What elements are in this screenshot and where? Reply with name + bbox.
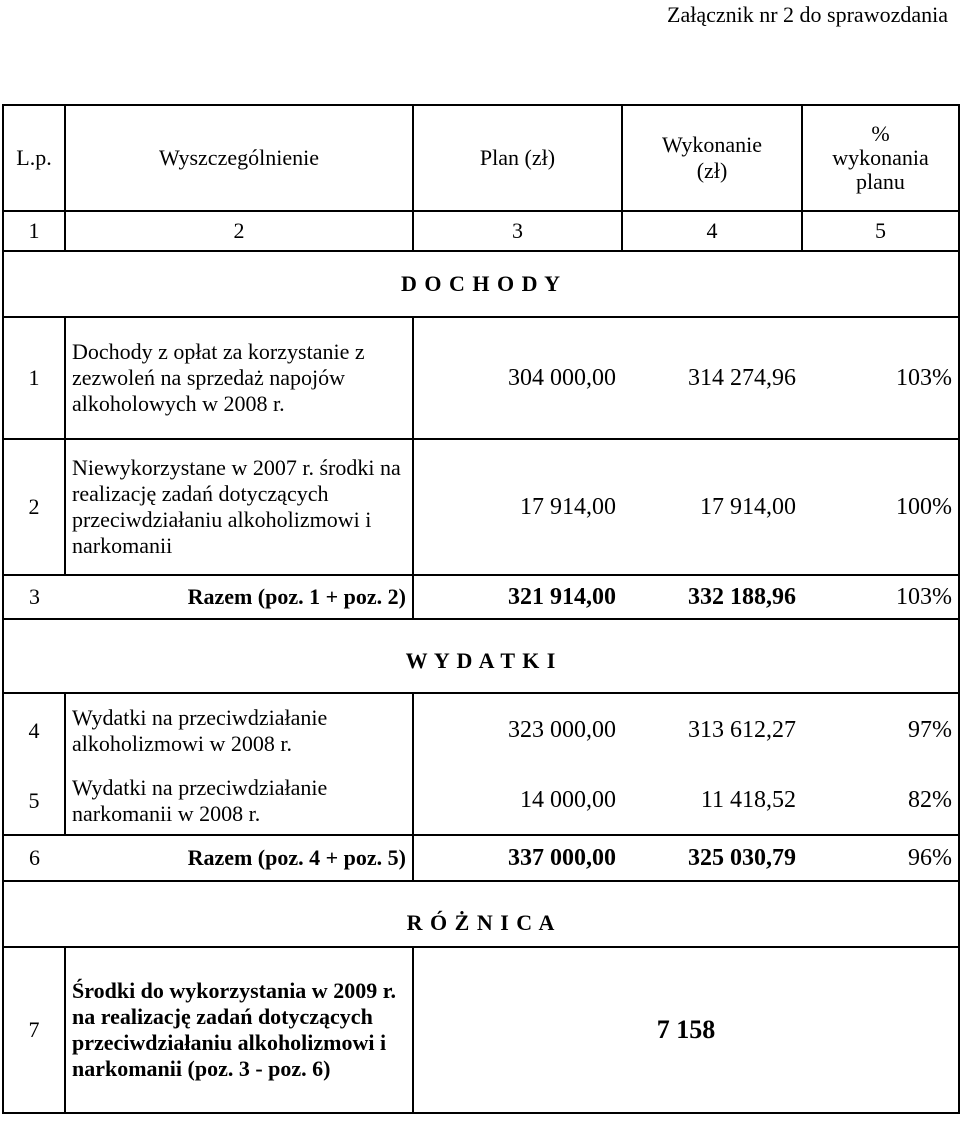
section-expenses-title: W Y D A T K I: [3, 619, 959, 693]
header-pct: [802, 105, 959, 211]
header-pct-line1: %: [871, 121, 890, 146]
section-row-expenses: [3, 619, 959, 693]
row-percent: 103%: [802, 317, 959, 439]
table-row: [3, 439, 959, 575]
row-execution: 314 274,96: [622, 317, 802, 439]
row-description: Wydatki na przeciwdziałanie alkoholizmowi w 2008 r.: [65, 693, 413, 767]
column-number-3: 3: [413, 211, 622, 251]
row-description: Dochody z opłat za korzystanie z zezwoleń na sprzedaż napojów alkoholowych w 2008 r.: [65, 317, 413, 439]
row-plan: 337 000,00: [413, 835, 622, 881]
row-lp: 6: [3, 835, 65, 881]
section-row-difference: [3, 881, 959, 947]
row-lp: 2: [3, 439, 65, 575]
column-number-1: 1: [3, 211, 65, 251]
header-exec-line2: (zł): [696, 158, 728, 183]
section-difference-title: R Ó Ż N I C A: [3, 881, 959, 947]
row-lp: 5: [3, 767, 65, 835]
row-plan: 323 000,00: [413, 693, 622, 767]
row-execution: 17 914,00: [622, 439, 802, 575]
table-row-total: [3, 835, 959, 881]
row-percent: 103%: [802, 575, 959, 619]
row-description: Razem (poz. 4 + poz. 5): [65, 835, 413, 881]
header-lp: L.p.: [3, 105, 65, 211]
row-description: Razem (poz. 1 + poz. 2): [65, 575, 413, 619]
attachment-header: Załącznik nr 2 do sprawozdania: [667, 2, 948, 27]
header-pct-line2: wykonania: [832, 145, 929, 170]
section-income-title: D O C H O D Y: [3, 251, 959, 317]
row-plan: 304 000,00: [413, 317, 622, 439]
section-row-income: [3, 251, 959, 317]
row-execution: 313 612,27: [622, 693, 802, 767]
table-row: [3, 317, 959, 439]
row-description: Wydatki na przeciwdziałanie narkomanii w 2008 r.: [65, 767, 413, 835]
row-plan: 321 914,00: [413, 575, 622, 619]
row-description: Niewykorzystane w 2007 r. środki na realizację zadań dotyczących przeciwdziałaniu alkoholizmowi i narkomanii: [65, 439, 413, 575]
row-difference-value: 7 158: [413, 947, 959, 1113]
column-number-2: 2: [65, 211, 413, 251]
table-row: [3, 767, 959, 835]
row-plan: 17 914,00: [413, 439, 622, 575]
row-lp: 1: [3, 317, 65, 439]
row-execution: 325 030,79: [622, 835, 802, 881]
row-percent: 100%: [802, 439, 959, 575]
column-number-4: 4: [622, 211, 802, 251]
table-row-difference: [3, 947, 959, 1113]
row-percent: 96%: [802, 835, 959, 881]
header-exec-line1: Wykonanie: [661, 132, 763, 157]
row-lp: 4: [3, 693, 65, 767]
table-row-total: [3, 575, 959, 619]
table-row: [3, 693, 959, 767]
row-description: Środki do wykorzystania w 2009 r. na realizację zadań dotyczących przeciwdziałaniu alkoholizmowi i narkomanii (poz. 3 - poz. 6): [65, 947, 413, 1113]
row-percent: 97%: [802, 693, 959, 767]
row-percent: 82%: [802, 767, 959, 835]
header-desc: Wyszczególnienie: [65, 105, 413, 211]
column-number-row: [3, 211, 959, 251]
header-pct-line3: planu: [856, 169, 905, 194]
header-plan: Plan (zł): [413, 105, 622, 211]
row-lp: 3: [3, 575, 65, 619]
row-plan: 14 000,00: [413, 767, 622, 835]
row-execution: 11 418,52: [622, 767, 802, 835]
column-number-5: 5: [802, 211, 959, 251]
report-table: [2, 104, 960, 1114]
row-execution: 332 188,96: [622, 575, 802, 619]
header-row: [3, 105, 959, 211]
header-exec: [622, 105, 802, 211]
row-lp: 7: [3, 947, 65, 1113]
